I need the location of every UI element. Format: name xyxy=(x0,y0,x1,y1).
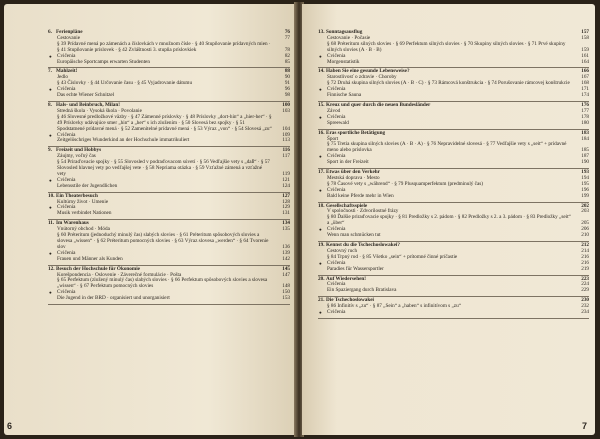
toc-entry xyxy=(318,60,589,66)
toc-page-number: 128 xyxy=(282,198,290,205)
toc-entry xyxy=(318,142,589,154)
toc-entry-text: ● Cvičenia xyxy=(327,86,346,93)
toc-page-number: 127 xyxy=(282,192,290,199)
toc-entry-text: Lebensstile der Jugendlichen xyxy=(57,182,118,189)
toc-chapter xyxy=(318,242,589,276)
toc-page-number: 88 xyxy=(284,68,290,75)
toc-chapter xyxy=(48,102,290,147)
toc-entry-text: Cestovanie · Počasie xyxy=(327,34,371,41)
toc-chapter xyxy=(48,266,290,305)
toc-entry-text: ● Cvičenia xyxy=(57,204,76,211)
toc-entry-text: Paradies für Wassersportler xyxy=(327,265,384,272)
toc-page-number: 187 xyxy=(581,153,589,160)
toc-page-number: 116 xyxy=(282,147,290,154)
toc-page-number: 82 xyxy=(284,52,290,59)
toc-entry-text: § 75 Tretia skupina silných slovies (A · B · A) · § 76 Nepravidelné slovesá · § 77 Vedľajšie vety s „seit“ + prídavné meno alebo príslovka xyxy=(327,141,567,154)
toc-page-number: 196 xyxy=(581,186,589,193)
toc-page-number: 176 xyxy=(581,101,589,108)
toc-chapter xyxy=(318,102,589,130)
toc-entry-text: Die Jugend in der BRD · organisiert und unorganisiert xyxy=(57,295,170,302)
toc-entry-text: Starostlivosť o zdravie · Choroby xyxy=(327,74,397,81)
toc-entry-text: § 39 Prídavné mená po zámenách a číslovkách v množnom čísle · § 40 Stupňovanie prídavných mien · § 41 Stupňovanie príslovek · § 42 Zvláštnosti 3. stupňa príslovkiek xyxy=(57,40,271,53)
right-page xyxy=(302,4,595,435)
toc-entry-text: Ein Spaziergang durch Bratislava xyxy=(327,287,397,294)
toc-page-number: 131 xyxy=(282,210,290,217)
toc-page-number: 212 xyxy=(581,242,589,248)
toc-page-number: 91 xyxy=(284,80,290,87)
toc-page-number: 100 xyxy=(282,101,290,108)
chapter-number: 9. xyxy=(48,147,52,154)
toc-page-number: 121 xyxy=(282,176,290,183)
toc-entry-text: Cestovný ruch xyxy=(327,247,358,254)
toc-entry xyxy=(318,42,589,54)
toc-entry-text: ● Cvičenia xyxy=(57,131,76,138)
chapter-title: Sonntagsausflug xyxy=(326,29,363,35)
toc-entry-text: ● Cvičenia xyxy=(57,86,76,93)
toc-entry-text: ● Cvičenia xyxy=(327,309,346,316)
chapter-number: 21. xyxy=(318,297,325,304)
toc-chapter xyxy=(48,68,290,102)
toc-entry-text: Jedlo xyxy=(57,74,68,81)
toc-entry xyxy=(318,288,589,294)
toc-entry-text: Mestská doprava · Mesto xyxy=(327,174,380,181)
toc-page-number: 177 xyxy=(581,107,589,114)
toc-page-number: 98 xyxy=(284,92,290,99)
toc-page-number: 135 xyxy=(282,226,290,233)
chapter-title: Besuch der Hochschule für Ökonomie xyxy=(56,265,140,272)
toc-entry-text: ● Cvičenia xyxy=(57,176,76,183)
toc-page-number: 171 xyxy=(581,86,589,93)
toc-page-number: 224 xyxy=(581,281,589,288)
toc-entry-text: ● Cvičenia xyxy=(57,52,76,59)
left-toc-column xyxy=(48,30,290,305)
toc-entry xyxy=(48,115,290,133)
toc-chapter xyxy=(48,193,290,221)
toc-page-number: 214 xyxy=(581,247,589,254)
chapter-number: 18. xyxy=(318,202,325,209)
toc-entry-text: § 78 Časové vety s „während“ · § 79 Plusquamperfektum (predminulý čas) xyxy=(327,180,484,187)
toc-page-number: 230 xyxy=(581,297,589,304)
toc-page-number: 104 xyxy=(282,125,290,132)
toc-entry-text: Vnútorný obchod · Móda xyxy=(57,226,110,233)
toc-chapter xyxy=(318,203,589,242)
toc-page-number: 136 xyxy=(282,243,290,250)
chapter-number: 6. xyxy=(48,29,52,35)
toc-entry-text: Záujmy, voľný čas xyxy=(57,153,96,160)
toc-entry-text: Kultúrny život · Umenie xyxy=(57,198,109,205)
chapter-title: Ein Theaterbesuch xyxy=(56,192,98,199)
chapter-number: 8. xyxy=(48,101,52,108)
toc-entry-text: ● Cvičenia xyxy=(327,259,346,266)
chapter-number: 19. xyxy=(318,242,325,248)
toc-page-number: 202 xyxy=(581,202,589,209)
toc-entry-text: § 72 Druhá skupina silných slovies (A · B · C) · § 73 Rámcová konštrukcia · § 74 Porušovanie rámcovej konštrukcie xyxy=(327,80,570,87)
toc-page-number: 180 xyxy=(581,119,589,126)
toc-page-number: 134 xyxy=(282,220,290,227)
toc-entry-text: Cestovanie xyxy=(57,34,81,41)
toc-entry-text: ● Cvičenia xyxy=(327,153,346,160)
chapter-number: 17. xyxy=(318,169,325,176)
chapter-number: 12. xyxy=(48,265,55,272)
toc-entry-text: ● Cvičenia xyxy=(327,52,346,59)
toc-entry xyxy=(48,60,290,66)
toc-entry xyxy=(48,296,290,302)
toc-entry-text: § 46 Slovesné predložkové väzby · § 47 Zámenné príslovky · § 48 Príslovky „dort-hin“ a „hier-her“ · § 49 Príslovky udávajúce smer „hin“ a „her“ s ich zložením · § 50 Slovesá bez spojky · § 51 Spodstatnené prídavné mená · § 52 Zamenitelné prídavné mená · § 53 Výraz „von“ · § 54 Slovesá „zu“ xyxy=(57,113,272,132)
toc-page-number: 167 xyxy=(581,74,589,81)
toc-chapter xyxy=(48,30,290,68)
toc-entry xyxy=(48,42,290,54)
toc-page-number: 194 xyxy=(581,174,589,181)
toc-chapter xyxy=(48,220,290,265)
toc-entry xyxy=(48,138,290,144)
right-page-number: 7 xyxy=(581,421,587,431)
toc-page-number: 229 xyxy=(581,287,589,294)
toc-page-number: 129 xyxy=(282,204,290,211)
toc-entry xyxy=(48,233,290,251)
toc-entry-text: Musik verbindet Nationen xyxy=(57,210,112,217)
toc-page-number: 164 xyxy=(581,58,589,65)
toc-page-number: 190 xyxy=(581,159,589,166)
toc-entry-text: § 80 Ďalšie prirad'ovacie spojky · § 81 Predložky s 2. pádom · § 82 Predložky s 2. a 3. pádom · § 83 Predložky „seit“ a „über“ xyxy=(327,214,571,227)
toc-chapter xyxy=(318,297,589,319)
toc-chapter xyxy=(318,169,589,203)
toc-entry xyxy=(48,211,290,217)
toc-entry-text: Šport xyxy=(327,135,339,142)
toc-page-number: 85 xyxy=(284,58,290,65)
toc-page-number: 76 xyxy=(284,29,290,35)
toc-entry-text: ● Cvičenia xyxy=(57,249,76,256)
toc-entry-text: ● Cvičenia xyxy=(327,113,346,120)
toc-chapter xyxy=(318,130,589,169)
toc-page-number: 203 xyxy=(581,208,589,215)
toc-entry-text: Korešpondencia · Oslovenie · Záverečné formulácie · Pošta xyxy=(57,271,182,278)
toc-entry xyxy=(48,93,290,99)
toc-entry-text: § 60 Préteritum (jednoduchý minulý čas) slabých slovies · § 61 Préteritum spôsobových slovies a slovesa „wissen“ · § 62 Préteritum pomocných slovies · § 63 Výraz slovesa „werden“ · § 64 Tvorenie slov xyxy=(57,232,269,250)
toc-entry-text: Morgenstatistik xyxy=(327,58,360,65)
toc-page-number: 150 xyxy=(282,289,290,296)
toc-entry-text: Závod xyxy=(327,107,341,114)
toc-entry xyxy=(48,278,290,290)
toc-page-number: 96 xyxy=(284,86,290,93)
chapter-number: 13. xyxy=(318,29,325,35)
toc-page-number: 153 xyxy=(282,295,290,302)
toc-page-number: 232 xyxy=(581,303,589,310)
chapter-title: Ferienpläne xyxy=(56,29,83,35)
toc-entry xyxy=(318,121,589,127)
chapter-title: Hals- und Beinbruch, Milan! xyxy=(56,101,120,108)
toc-page-number: 174 xyxy=(581,92,589,99)
toc-entry-text: ● Cvičenia xyxy=(327,226,346,233)
toc-entry-text: Finnische Sauna xyxy=(327,92,362,99)
toc-entry-text: Zeitgelöschriges Wunderkind an der Hochschule immatrikuliert xyxy=(57,137,190,144)
toc-entry-text: Frauen und Männer als Kunden xyxy=(57,255,123,262)
toc-entry xyxy=(318,160,589,166)
chapter-number: 11. xyxy=(48,220,55,227)
toc-page-number: 199 xyxy=(581,192,589,199)
toc-page-number: 159 xyxy=(581,46,589,53)
toc-page-number: 183 xyxy=(581,129,589,136)
chapter-number: 15. xyxy=(318,101,325,108)
chapter-title: Gesellschaftsspiele xyxy=(326,202,368,209)
toc-page-number: 142 xyxy=(282,255,290,262)
toc-page-number: 205 xyxy=(581,220,589,227)
chapter-title: Auf Wiedersehen! xyxy=(326,275,367,282)
chapter-title: Kennst du die Tschechoslowakei? xyxy=(326,242,400,248)
toc-page-number: 210 xyxy=(581,232,589,239)
toc-page-number: 193 xyxy=(581,169,589,176)
toc-chapter xyxy=(318,30,589,68)
chapter-title: Mahlzeit! xyxy=(56,68,78,75)
toc-page-number: 219 xyxy=(581,265,589,272)
toc-page-number: 166 xyxy=(581,68,589,75)
toc-entry-text: Stredná škola · Vysoká škola · Povolanie xyxy=(57,107,142,114)
toc-chapter xyxy=(318,276,589,298)
toc-page-number: 234 xyxy=(581,309,589,316)
toc-entry-text: Cvičenia xyxy=(327,281,346,288)
toc-page-number: 119 xyxy=(282,170,290,177)
toc-entry-text: § 65 Perfektum (zložený minulý čas) slabých slovies · § 66 Perfektum spôsobových slovies a slovesa „wissen“ · § 67 Perfektum pomocných slovies xyxy=(57,277,268,290)
toc-entry-text: ● Cvičenia xyxy=(327,186,346,193)
toc-entry-text: § 43 Číslovky · § 44 Určovanie času · § 45 Vyjadrovanie dátumu xyxy=(57,80,193,87)
toc-page-number: 145 xyxy=(282,265,290,272)
toc-entry xyxy=(48,257,290,263)
toc-entry xyxy=(318,93,589,99)
toc-entry-text: § 86 Infinitív s „zu“ · § 87 „Sein“ a „haben“ s infinitívom s „zu“ xyxy=(327,303,461,310)
toc-entry-text: § 54 Prirad'ovacie spojky · § 55 Slovosled v podraďovacom súvetí · § 56 Vedľajšie vety s „daß“ · § 57 Slovosled hlavnej vety po vedľajšej vete · § 58 Nepriama otázka · § 59 Vzťažné zámená a vzťažné vety xyxy=(57,159,270,177)
toc-entry-text: Europäische Sportcamps erwarten Studenten xyxy=(57,58,150,65)
chapter-number: 16. xyxy=(318,129,325,136)
toc-page-number: 206 xyxy=(581,226,589,233)
left-page xyxy=(4,4,296,435)
chapter-number: 7. xyxy=(48,68,52,75)
toc-page-number: 90 xyxy=(284,74,290,81)
toc-page-number: 139 xyxy=(282,249,290,256)
toc-page-number: 78 xyxy=(284,46,290,53)
toc-page-number: 124 xyxy=(282,182,290,189)
toc-page-number: 216 xyxy=(581,259,589,266)
toc-page-number: 223 xyxy=(581,275,589,282)
toc-entry-text: § 68 Préteritum silných slovies · § 69 Perfektum silných slovies · § 70 Skupiny silných slovies · § 71 Prvé skupiny silných slovies (A · B · B) xyxy=(327,40,566,53)
toc-page-number: 184 xyxy=(581,135,589,142)
toc-exercises-entry xyxy=(318,310,589,316)
toc-entry-text: Bald keine Pferde mehr in Wien xyxy=(327,192,394,199)
toc-entry-text: Das echte Wiener Schnitzel xyxy=(57,92,115,99)
chapter-title: Im Warenhaus xyxy=(56,220,89,227)
chapter-title: Freizeit und Hobbys xyxy=(56,147,102,154)
toc-entry-text: ● Cvičenia xyxy=(57,289,76,296)
toc-entry-text: § 84 Trpný rod · § 85 Všetko „sein“ + prítomné činné príčastie xyxy=(327,253,458,260)
chapter-number: 20. xyxy=(318,275,325,282)
toc-entry-text: Spreewald xyxy=(327,119,349,126)
chapter-title: Haben Sie eine gesunde Lebensweise? xyxy=(326,68,410,75)
toc-page-number: 185 xyxy=(581,147,589,154)
chapter-title: Etwas über den Verkehr xyxy=(326,169,380,176)
right-toc-column xyxy=(318,30,589,319)
toc-entry xyxy=(318,233,589,239)
toc-entry xyxy=(318,194,589,200)
chapter-number: 10. xyxy=(48,192,55,199)
toc-entry-text: Sport in der Freizeit xyxy=(327,159,369,166)
toc-entry xyxy=(48,184,290,190)
toc-entry xyxy=(48,160,290,178)
toc-page-number: 117 xyxy=(282,153,290,160)
toc-entry xyxy=(318,267,589,273)
toc-page-number: 216 xyxy=(581,253,589,260)
toc-page-number: 168 xyxy=(581,80,589,87)
chapter-title: Die Tschechoslowakei xyxy=(326,297,374,304)
chapter-title: Eras sportliche Betätigung xyxy=(326,129,386,136)
chapter-number: 14. xyxy=(318,68,325,75)
toc-entry xyxy=(318,215,589,227)
toc-chapter xyxy=(318,68,589,102)
toc-page-number: 147 xyxy=(282,271,290,278)
chapter-title: Kreuz und quer durch die neuen Bundesländer xyxy=(326,101,431,108)
left-page-number: 6 xyxy=(7,421,13,431)
toc-entry-text: V spoločnosti · Zdvorilostné frázy xyxy=(327,208,399,215)
toc-page-number: 158 xyxy=(581,34,589,41)
toc-chapter xyxy=(48,147,290,192)
toc-page-number: 161 xyxy=(581,52,589,59)
toc-page-number: 109 xyxy=(282,131,290,138)
toc-page-number: 195 xyxy=(581,180,589,187)
toc-page-number: 113 xyxy=(282,137,290,144)
toc-page-number: 148 xyxy=(282,283,290,290)
toc-page-number: 103 xyxy=(282,107,290,114)
toc-entry-text: Wenn man schmücken tut xyxy=(327,232,381,239)
toc-page-number: 157 xyxy=(581,29,589,35)
toc-page-number: 77 xyxy=(284,34,290,41)
toc-page-number: 178 xyxy=(581,113,589,120)
